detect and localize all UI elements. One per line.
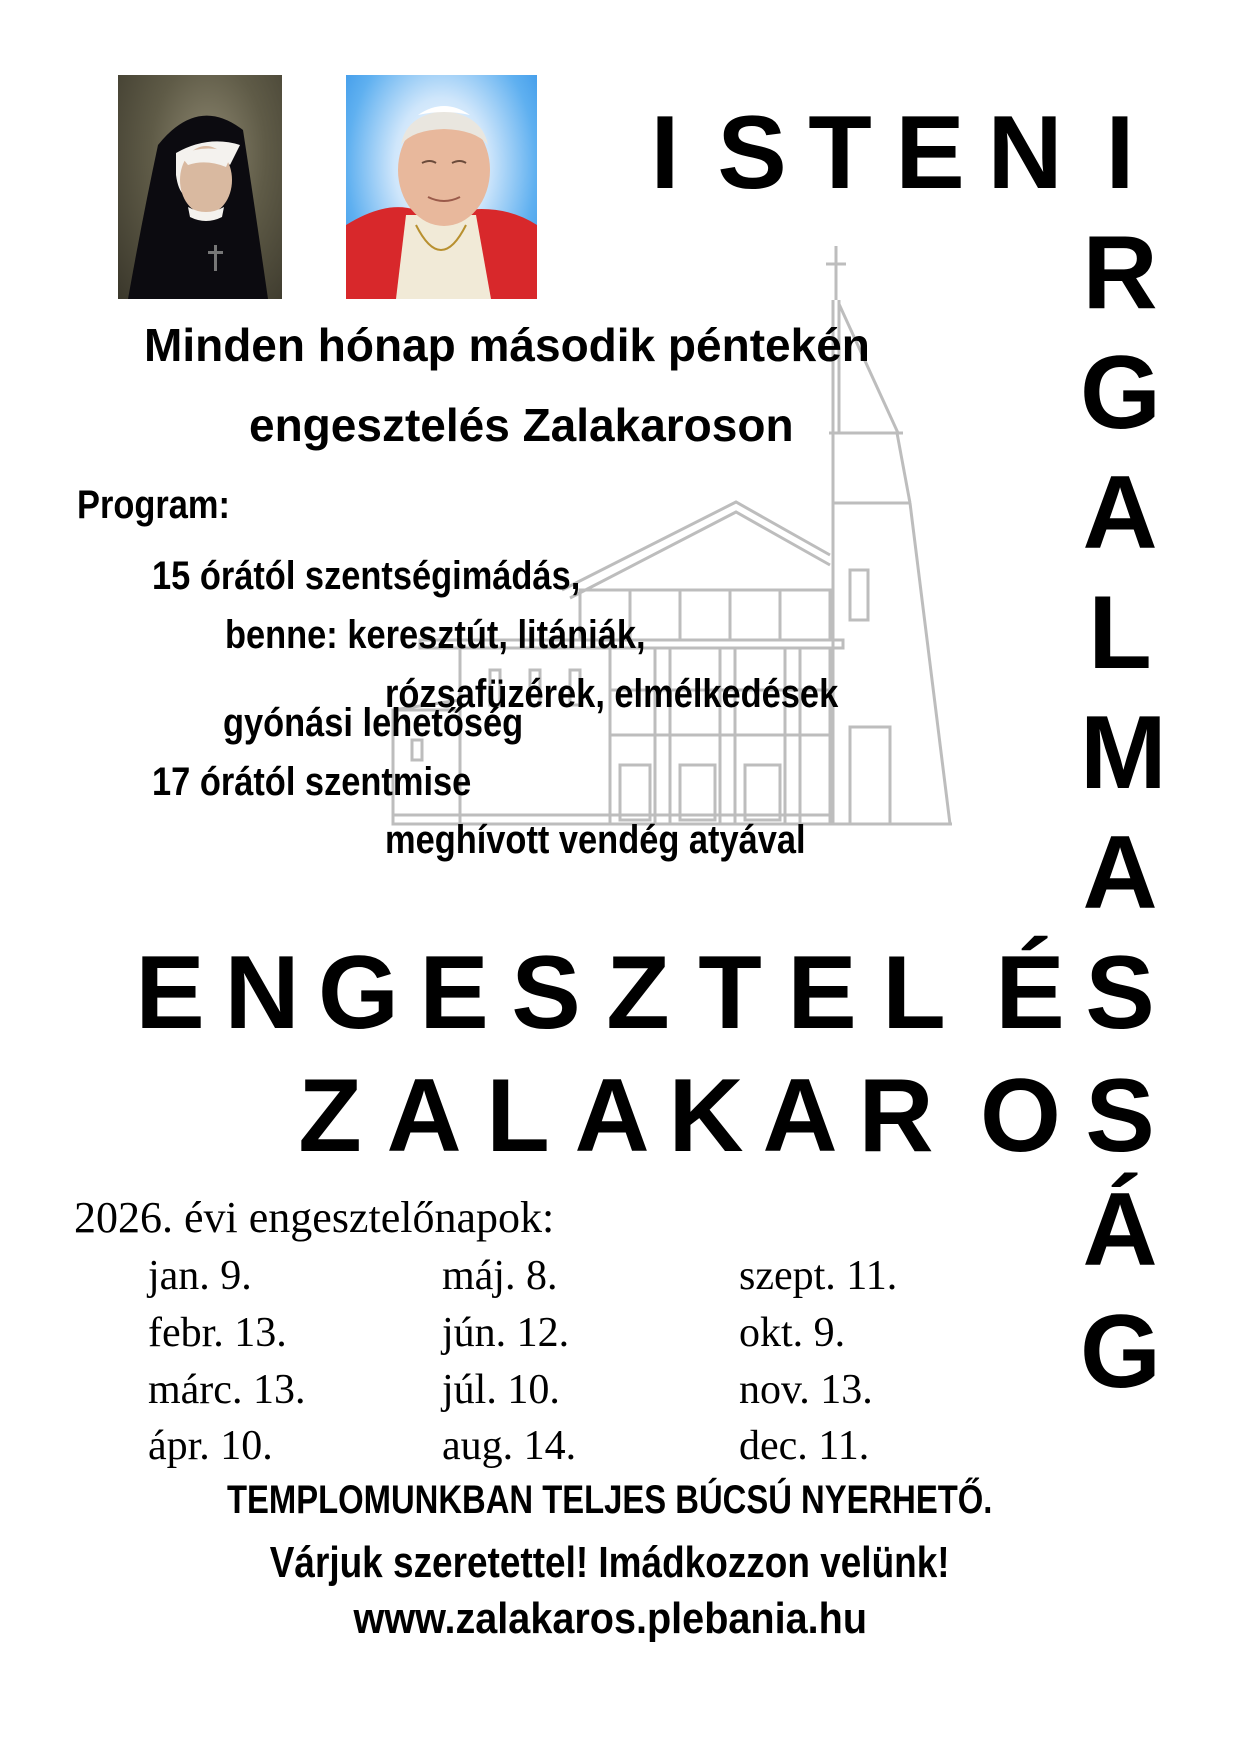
headline-letter: L [486,1058,550,1174]
headline-letter: G [318,935,399,1051]
date-item: máj. 8. [442,1253,558,1299]
vertical-letter: M [1080,695,1167,811]
title-letter: N [987,95,1063,211]
headline-letter: R [858,1058,934,1174]
date-item: ápr. 10. [148,1423,273,1469]
headline-letter: Z [298,1058,362,1174]
title-letter: I [1105,95,1135,211]
date-item: szept. 11. [739,1253,898,1299]
intro-line-2: engesztelés Zalakaroson [249,399,794,451]
dates-heading: 2026. évi engesztelőnapok: [74,1193,555,1242]
program-item: 17 órától szentmise [152,760,472,804]
title-letter: S [717,95,787,211]
vertical-letter: A [1082,455,1158,571]
headline-letter: E [419,935,489,1051]
headline-letter: T [698,935,762,1051]
vertical-letter: Á [1082,1172,1158,1288]
vertical-letter: S [1085,935,1155,1051]
program-item: gyónási lehetőség [223,701,524,745]
program-item: meghívott vendég atyával [385,818,806,862]
vertical-letter: R [1082,215,1158,331]
date-item: febr. 13. [148,1310,287,1356]
headline-letter: S [511,935,581,1051]
headline-letter: K [668,1058,744,1174]
date-item: dec. 11. [739,1423,870,1469]
title-letter: T [808,95,872,211]
vertical-letter: A [1082,815,1158,931]
program-item: benne: keresztút, litániák, [225,613,646,657]
website-link[interactable]: www.zalakaros.plebania.hu [353,1594,867,1643]
invitation-text: Várjuk szeretettel! Imádkozzon velünk! [270,1538,950,1587]
headline-letter: A [386,1058,462,1174]
vertical-letter: G [1080,1294,1161,1410]
date-item: júl. 10. [442,1367,560,1413]
date-item: okt. 9. [739,1310,846,1356]
headline-letter: E [135,935,205,1051]
program-heading: Program: [77,483,230,527]
headline-letter: O [980,1058,1061,1174]
intro-line-1: Minden hónap második péntekén [144,319,870,371]
vertical-letter: L [1088,575,1152,691]
date-item: jún. 12. [442,1310,570,1356]
headline-letter: É [995,935,1065,1051]
vertical-letter: G [1080,335,1161,451]
headline-letter: L [882,935,946,1051]
headline-letter: N [224,935,300,1051]
program-item: 15 órától szentségimádás, [152,554,581,598]
date-item: nov. 13. [739,1367,873,1413]
headline-letter: A [574,1058,650,1174]
saint-faustina-portrait [118,75,282,299]
date-item: jan. 9. [148,1253,252,1299]
vertical-letter: S [1085,1058,1155,1174]
headline-letter: E [787,935,857,1051]
date-item: márc. 13. [148,1367,306,1413]
nun-figure-icon [118,75,282,299]
title-letter: I [650,95,680,211]
headline-letter: A [762,1058,838,1174]
title-letter: E [895,95,965,211]
date-item: aug. 14. [442,1423,577,1469]
headline-letter: Z [606,935,670,1051]
program-item: rózsafüzérek, elmélkedések [385,672,839,716]
indulgence-notice: TEMPLOMUNKBAN TELJES BÚCSÚ NYERHETŐ. [227,1478,993,1522]
